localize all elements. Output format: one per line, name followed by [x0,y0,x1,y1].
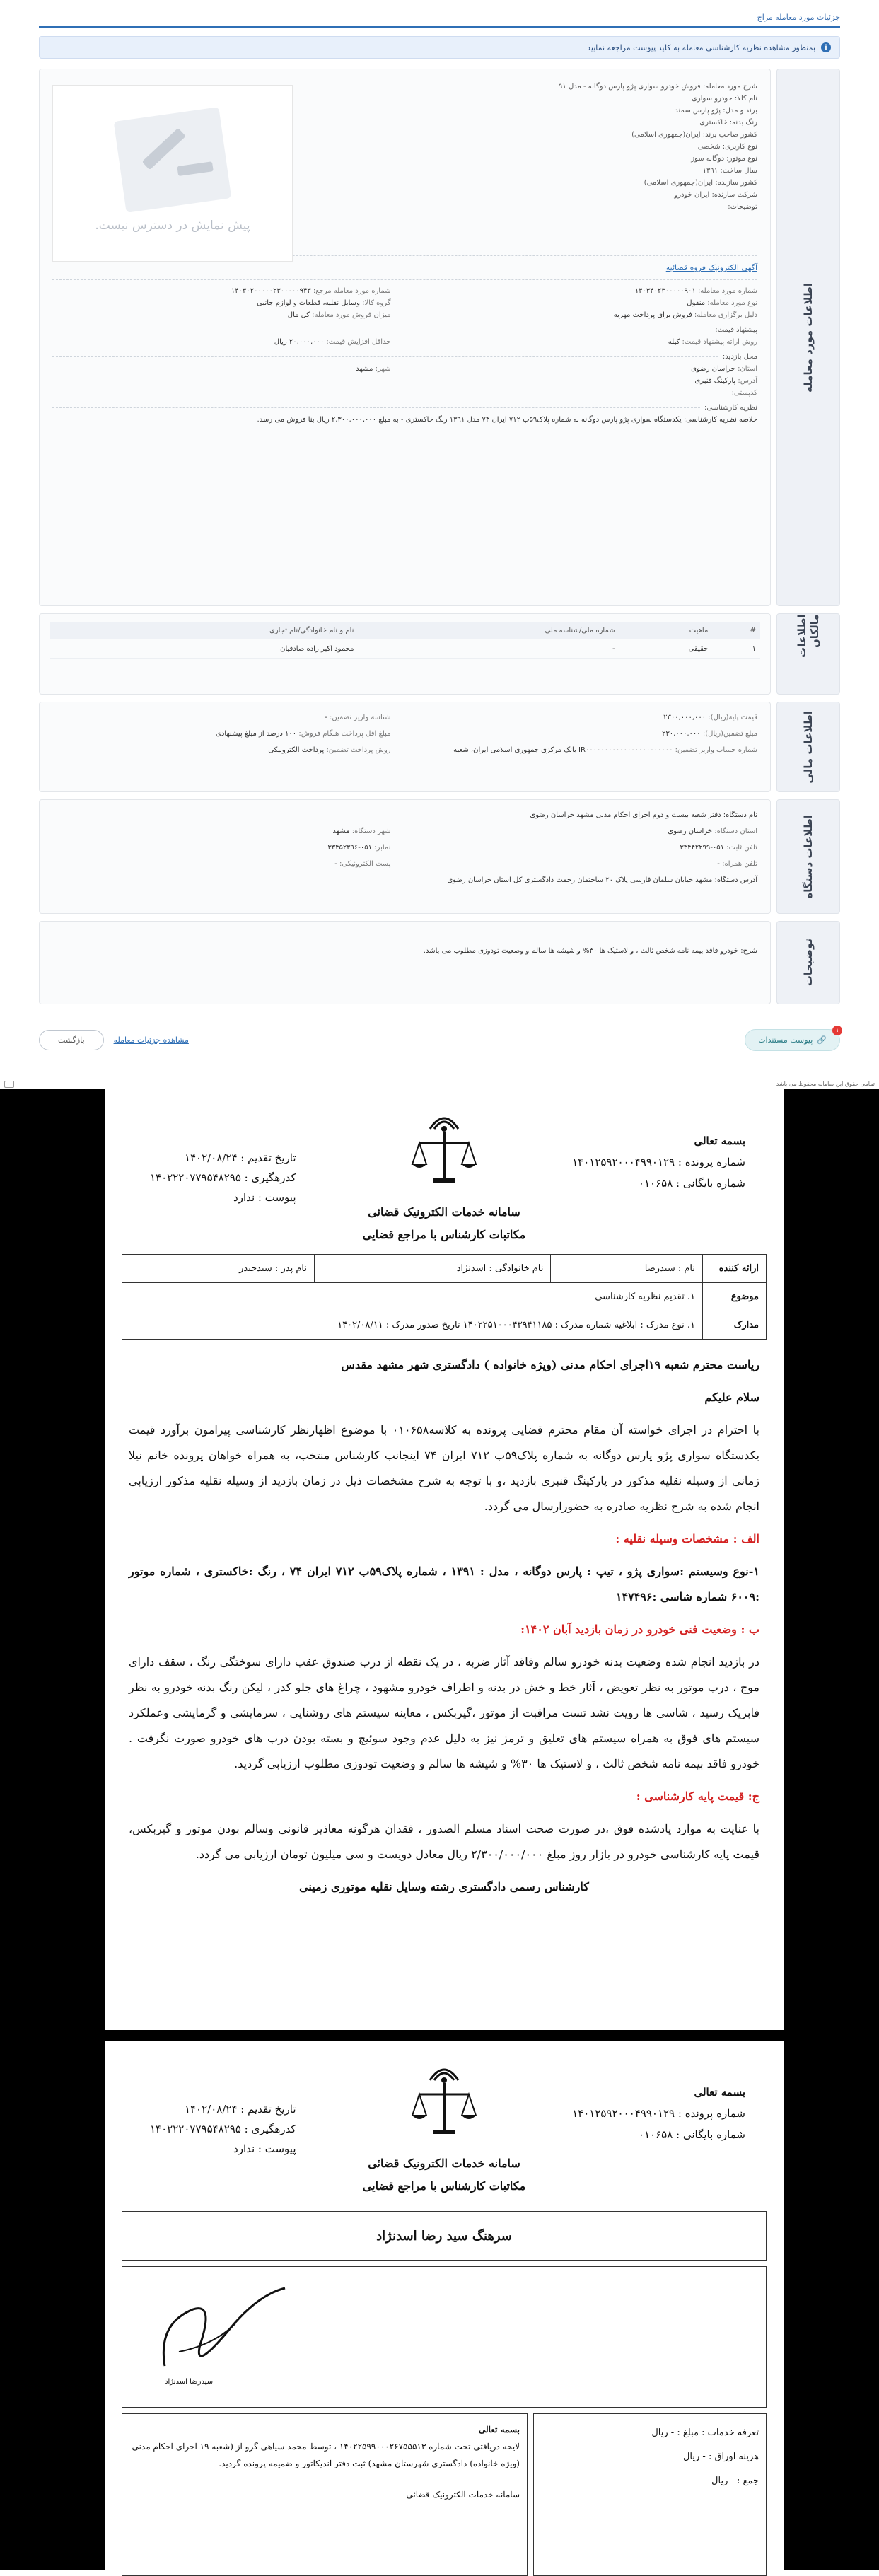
section-c-heading: ج: قیمت پایه کارشناسی : [636,1789,759,1803]
grid-label: تلفن ثابت: [726,844,757,852]
grid-value: - [334,860,337,868]
grid-label: استان دستگاه: [714,828,757,835]
grid-value: وسایل نقلیه، قطعات و لوازم جانبی [257,299,360,307]
receipt-area [122,2413,767,2576]
page-title: جزئیات مورد معامله مزاج [39,10,840,28]
action-bar [39,1029,840,1051]
grid-label: روش پرداخت تضمین: [326,746,391,754]
owners-section-tab: اطلاعات مالکان [776,613,840,695]
grid-value: IR۰۰۰۰۰۰۰۰۰۰۰۰۰۰۰۰۰۰۰۰۰۰۰ بانک مرکزی جمهوری اسلامی ایران، شعبه [453,746,673,754]
item-detail: سال ساخت: ۱۳۹۱ [702,167,757,175]
grid-label: مبلغ اقل پرداخت هنگام فروش: [298,730,391,738]
basmala: بسمه تعالی [694,2086,745,2099]
item-detail: توضیحات: [728,203,757,211]
device-section [39,799,840,914]
grid-label: شهر دستگاه: [351,828,391,835]
grid-label: شماره مورد معامله: [697,287,757,295]
owners-col-type: ماهیت [619,622,713,639]
description-section-tab: توضیحات [776,921,840,1004]
description-section-body [39,921,771,1004]
owners-section-body [39,613,771,695]
grid-label: شهر: [375,365,391,373]
location-grid [52,365,757,397]
ad-link[interactable]: آگهی الکترونیک فروه قضائیه [665,263,757,272]
case-number: شماره پرونده : ۱۴۰۱۲۵۹۲۰۰۰۴۹۹۰۱۲۹ [572,2107,745,2120]
total-fee: جمع : - ریال [711,2476,759,2486]
basmala: بسمه تعالی [694,1135,745,1147]
grid-value: پرداخت الکترونیکی [268,746,325,754]
signature-icon [151,2281,292,2387]
archive-number: شماره بایگانی : ۰۱۰۶۵۸ [638,2128,745,2141]
financial-section-body [39,702,771,792]
grid-label: حداقل افزایش قیمت: [326,338,391,346]
signature-box [122,2266,767,2408]
receipt-box [122,2413,528,2576]
system-subtitle: مکاتبات کارشناس با مراجع قضایی [362,1228,526,1241]
judiciary-emblem-icon [398,2059,490,2146]
intro-paragraph: با احترام در اجرای خواسته آن مقام محترم قضایی پرونده به کلاسه۰۱۰۶۵۸ با موضوع اظهارنظر کارشناسی پیرامون برآورد قیمت یکدستگاه سواری پژو پارس دوگانه به شماره پلاک۵۹ب ۷۱۲ ایران ۷۴ اینجانب کارشناس منتخب، به همراه خواهان پرونده خانم نیلا زمانی از وسیله نقلیه مذکور در پارکینگ قنبری بازدید ،و با توجه به شرح مشخصات ذیل در زمان بازدید از وسیله نقلیه مذکور ارزیابی انجام شده به شرح نظریه صادره به حضورارسال می گردد. [129,1423,759,1513]
subject-value: ۱. تقدیم نظریه کارشناسی [122,1283,703,1311]
grid-label: تلفن همراه: [722,860,757,868]
table-row [122,1255,767,1283]
description-text: شرح: خودرو فاقد بیمه نامه شخص ثالث ، و لاستیک ها ۳۰% و شیشه ها سالم و وضعیت تودوزی مطلوب می باشد. [423,947,757,955]
price-subhead: پیشنهاد قیمت: [52,326,757,334]
receipt-title: بسمه تعالی [478,2425,520,2435]
report-header-2 [122,2053,767,2205]
attachment-notice [39,36,840,59]
item-detail: کشور صاحب برند: ایران(جمهوری اسلامی) [631,131,757,139]
report-header [122,1102,767,1254]
financial-section [39,702,840,792]
image-preview-placeholder [52,85,293,262]
grid-value: - [325,714,327,721]
item-detail: شرکت سازنده: ایران خودرو [674,191,757,199]
no-image-text: پیش نمایش در دسترس نیست. [95,219,250,233]
tracking-code: کدرهگیری : ۱۴۰۲۲۲۰۷۷۹۵۴۸۲۹۵ [150,1171,296,1184]
item-detail: نوع کاربری: شخصی [697,143,757,151]
report-info-table [122,1254,767,1340]
paperclip-icon: 🔗 [817,1035,827,1045]
grid-label: شماره مورد معامله مرجع: [313,287,391,295]
grid-label: روش ارائه پیشنهاد قیمت: [682,338,757,346]
grid-value: فروش برای پرداخت مهریه [613,311,692,319]
signoff: کارشناس رسمی دادگستری رشته وسایل نقلیه موتوری زمینی [299,1880,589,1893]
grid-value: منقول [687,299,706,307]
presenter-family: نام خانوادگی : اسدنژاد [314,1255,550,1283]
grid-label: شناسه واریز تضمین: [329,714,391,721]
archive-number: شماره بایگانی : ۰۱۰۶۵۸ [638,1177,745,1190]
owners-cell: حقیقی [619,639,713,659]
grid-value: کل مال [287,311,310,319]
grid-value: ۲۳۰۰,۰۰۰,۰۰۰ [663,714,706,721]
attachment-status: پیوست : ندارد [233,1191,296,1204]
grid-value: ۰۵۱-۳۳۴۴۲۲۹۹ [680,844,725,852]
grid-label: نمابر: [374,844,391,852]
item-detail: نوع موتور: دوگانه سوز [691,155,757,163]
presenter-father: نام پدر : سیدحیدر [122,1255,315,1283]
owners-col-id: شماره ملی/شناسه ملی [358,622,619,639]
subject-head: موضوع [703,1283,767,1311]
paper-fee: هزینه اوراق : - ریال [682,2452,759,2462]
vehicle-spec: ۱-نوع وسیستم :سواری پژو ، تیپ : پارس دوگانه ، مدل : ۱۳۹۱ ، شماره پلاک۵۹ب ۷۱۲ ایران ۷۴ ، رنگ :خاکستری ، شماره موتور :۶۰۰۹ شماره شاسی :۱۴۷۴۹۶ [129,1565,759,1603]
info-icon: i [821,42,831,52]
grid-value: ۲۰,۰۰۰,۰۰۰ ریال [274,338,325,346]
gavel-icon [114,107,232,213]
device-address: آدرس دستگاه: مشهد خیابان سلمان فارسی پلاک ۲۰ ساختمان رحمت دادگستری کل استان خراسان رضوی [447,876,757,884]
grid-label: نوع مورد معامله: [707,299,757,307]
attachment-button[interactable] [745,1029,840,1051]
owners-section [39,613,840,695]
attachment-status: پیوست : ندارد [233,2142,296,2155]
back-button[interactable]: بازگشت [39,1030,104,1050]
expert-subhead: نظریه کارشناسی: [52,404,757,412]
docs-value: ۱. نوع مدرک : ابلاغیه شماره مدرک : ۱۴۰۲۲۵۱۰۰۰۴۳۹۴۱۱۸۵ تاریخ صدور مدرک : ۱۴۰۲/۰۸/۱۱ [122,1311,703,1340]
item-detail: کشور سازنده: ایران(جمهوری اسلامی) [644,179,757,187]
receipt-sign: سامانه خدمات الکترونیک قضائی [406,2490,520,2500]
item-details-list [390,81,757,213]
device-section-tab: اطلاعات دستگاه [776,799,840,914]
service-fee: تعرفه خدمات : مبلغ : - ریال [651,2427,759,2438]
system-subtitle: مکاتبات کارشناس با مراجع قضایی [362,2179,526,2193]
presenter-name: نام : سیدرضا [551,1255,703,1283]
report-page-2 [105,2041,784,2570]
grid-value: ۱۰۰ درصد از مبلغ پیشنهادی [216,730,297,738]
view-deal-details-link[interactable]: مشاهده جزئیات معامله [113,1035,189,1045]
device-grid [52,828,757,868]
price-grid [52,338,757,346]
grid-value: پارکینگ قنبری [694,377,736,385]
owners-cell: محمود اکبر زاده صادقیان [50,639,358,659]
table-row [122,1311,767,1340]
submit-date: تاریخ تقدیم : ۱۴۰۲/۰۸/۲۴ [184,1151,296,1164]
receipt-text: لایحه دریافتی تحت شماره ۱۴۰۲۲۵۹۹۰۰۰۲۶۷۵۵۵۱۳ ، توسط محمد سیاهی گرو از (شعبه ۱۹ اجرای احکام مدنی (ویژه خانواده) دادگستری شهرستان مشهد) ثبت دفتر اندیکاتور و ضمیمه پرونده گردید. [132,2442,520,2468]
grid-label: پست الکترونیکی: [339,860,391,868]
grid-value: - [717,860,720,868]
item-section-tab: اطلاعات مورد معامله [776,69,840,606]
item-grid [52,287,757,319]
item-detail: برند و مدل: پژو پارس سمند [675,107,757,115]
footer [0,1079,879,1089]
grid-label: قیمت پایه(ریال): [708,714,757,721]
expert-report-document [0,1089,879,2570]
docs-head: مدارک [703,1311,767,1340]
item-section [39,69,840,606]
financial-section-tab: اطلاعات مالی [776,702,840,792]
item-section-body [39,69,771,606]
expert-summary: خلاصه نظریه کارشناسی: یکدستگاه سواری پژو پارس دوگانه به شماره پلاک۵۹ب ۷۱۲ ایران ۷۴ مدل ۱۳۹۱ رنگ خاکستری - به مبلغ ۲,۳۰۰,۰۰۰,۰۰۰ ریال بنا فروش می رسد. [257,416,757,424]
grid-label: شماره حساب واریز تضمین: [675,746,757,754]
attachment-count-badge: ۱ [832,1026,842,1035]
section-b-heading: ب : وضعیت فنی خودرو در زمان بازدید آبان ۱۴۰۲: [520,1623,759,1636]
grid-label: مبلغ تضمین(ریال): [702,730,757,738]
grid-value: کیله [668,338,680,346]
owners-col-name: نام و نام خانوادگی/نام تجاری [50,622,358,639]
grid-value: ۰۵۱-۳۳۴۵۲۳۹۶ [327,844,373,852]
grid-value: خراسان رضوی [691,365,735,373]
grid-value: مشهد [356,365,373,373]
system-name: سامانه خدمات الکترونیک قضائی [368,2157,520,2170]
grid-value: ۲۳۰,۰۰۰,۰۰۰ [661,730,701,738]
grid-label: میزان فروش مورد معامله: [312,311,391,319]
attachment-label: پیوست مستندات [758,1035,813,1045]
description-section [39,921,840,1004]
tracking-code: کدرهگیری : ۱۴۰۲۲۲۰۷۷۹۵۴۸۲۹۵ [150,2123,296,2135]
price-paragraph: با عنایت به موارد یادشده فوق ،در صورت صحت اسناد مسلم الصدور ، فقدان هرگونه معاذیر قانونی وسالم بودن موتور و گیربکس، قیمت پایه کارشناسی خودرو در بازار روز مبلغ ۲/۳۰۰/۰۰۰/۰۰۰ ریال معادل دویست و سی میلیون تومان ارزیابی می گردد. [129,1822,759,1861]
greeting: سلام علیکم [704,1391,759,1404]
owners-col-index: # [712,622,760,639]
site-logo-icon [4,1081,14,1088]
grid-label: آدرس: [738,377,757,385]
fees-box [533,2413,767,2576]
grid-label: گروه کالا: [362,299,391,307]
table-row [122,1283,767,1311]
financial-grid [52,714,757,754]
grid-value: ۱۴۰۳۰۲۰۰۰۰۰۲۳۰۰۰۰۰۹۴۳ [231,287,311,295]
owners-table [50,622,760,659]
grid-value: ۱۴۰۳۴۰۲۳۰۰۰۰۰۹۰۱ [634,287,696,295]
grid-label: استان: [738,365,757,373]
report-body [122,1352,767,1900]
grid-value: مشهد [332,828,350,835]
device-title: نام دستگاه: دفتر شعبه بیست و دوم اجرای احکام مدنی مشهد خراسان رضوی [530,811,757,819]
item-detail: نام کالا: خودرو سواری [692,95,757,103]
notice-text: بمنظور مشاهده نظریه کارشناسی معامله به کلید پیوست مراجعه نمایید [587,42,815,52]
technical-paragraph: در بازدید انجام شده وضعیت بدنه خودرو سالم وفاقد آثار ضربه ، در یک نقطه از درب صندوق عقب دارای سوختگی رنگ ، سقف دارای موج ، درب موتور به نظر تعویض ، آثار خط و خش در بدنه و اطراف خودرو مشهود ، چراغ های جلو کدر ، لیکن رنگ بدنه خودرو به نظر فابریک رسید ، شاسی ها رویت نشد تست مراقبت از موتور ،گیربکس ، معاینه سیستم های روشنایی ، سرمایشی و گرمایشی وعملکرد سیستم های فوق به همراه سیستم های تعلیق و ترمز نیز به دلیل عدم وجود سوئیچ و بسته بودن درب های خودرو صورت نگرفت . خودرو فاقد بیمه نامه شخص ثالث ، و لاستیک ها ۳۰% و شیشه ها سالم و وضعیت تودوزی مطلوب ارزیابی گردید. [129,1655,759,1770]
grid-label: دلیل برگزاری معامله: [694,311,757,319]
section-a-heading: الف : مشخصات وسیله نقلیه : [615,1532,759,1545]
item-detail: رنگ بدنه: خاکستری [699,119,757,127]
owners-cell: - [358,639,619,659]
copyright-text: تمامی حقوق این سامانه محفوظ می باشد [776,1081,875,1087]
table-row [50,639,760,659]
item-detail: شرح مورد معامله: فروش خودرو سواری پژو پارس دوگانه - مدل ۹۱ [559,83,757,91]
deal-details-page [0,0,879,1089]
grid-value: خراسان رضوی [668,828,713,835]
grid-label: کدپستی: [731,389,757,397]
addressee: ریاست محترم شعبه ۱۹اجرای احکام مدنی (ویژه خانواده ) دادگستری شهر مشهد مقدس [341,1358,759,1371]
report-page-1 [105,1089,784,2030]
case-number: شماره پرونده : ۱۴۰۱۲۵۹۲۰۰۰۴۹۹۰۱۲۹ [572,1156,745,1168]
presenter-head: ارائه کننده [703,1255,767,1283]
device-section-body [39,799,771,914]
expert-name: سرهنگ سید رضا اسدنژاد [122,2211,767,2261]
location-subhead: محل بازدید: [52,353,757,361]
submit-date: تاریخ تقدیم : ۱۴۰۲/۰۸/۲۴ [184,2103,296,2116]
judiciary-emblem-icon [398,1108,490,1195]
system-name: سامانه خدمات الکترونیک قضائی [368,1205,520,1219]
owners-cell: ۱ [712,639,760,659]
signature-caption: سیدرضا اسدنژاد [165,2378,214,2386]
